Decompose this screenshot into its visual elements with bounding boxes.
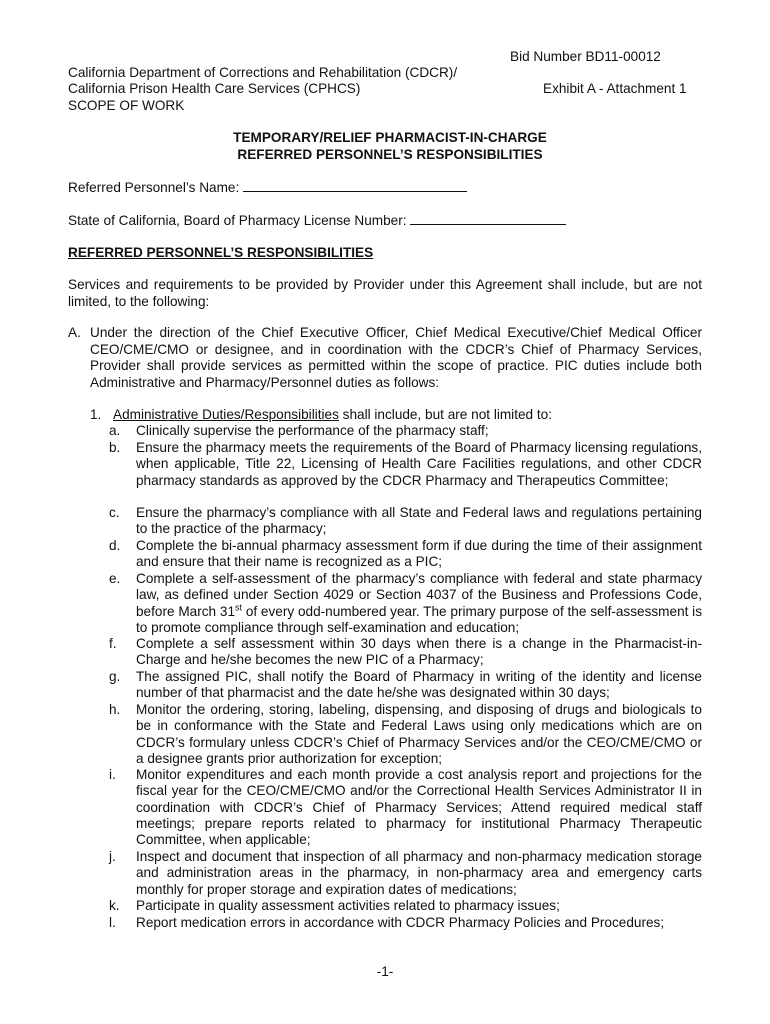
- bid-number: Bid Number BD11-00012: [510, 49, 661, 64]
- document-title-line-1: TEMPORARY/RELIEF PHARMACIST-IN-CHARGE: [233, 130, 547, 145]
- sub-item-1-marker: 1.: [90, 407, 102, 422]
- duty-text: The assigned PIC, shall notify the Board of Pharmacy in writing of the identity and license number of that pharmacist and the date he/she was designated within 30 days;: [136, 669, 702, 701]
- duty-text-superscript: st: [235, 602, 243, 613]
- page-number: -1-: [376, 964, 394, 979]
- license-field: [68, 212, 566, 228]
- duty-text: Participate in quality assessment activities related to pharmacy issues;: [136, 898, 560, 913]
- duty-text-before: Complete a self-assessment of the pharmacy’s compliance with federal and state pharmacy law, as defined under Section 4029 or Section 4037 of the Business and Professions Code, before March 31: [136, 571, 702, 619]
- license-field-blank[interactable]: [410, 212, 566, 225]
- sub-item-1: [113, 407, 552, 422]
- duty-text: Complete the bi-annual pharmacy assessment form if due during the time of their assignment and ensure that their name is recognized as a PIC;: [136, 538, 702, 570]
- name-field: [68, 179, 467, 195]
- section-heading: REFERRED PERSONNEL’S RESPONSIBILITIES: [68, 245, 374, 260]
- duty-letter: c.: [109, 505, 120, 520]
- duty-text: Clinically supervise the performance of the pharmacy staff;: [136, 423, 489, 438]
- duty-letter: k.: [109, 898, 120, 913]
- item-a-marker: A.: [68, 325, 81, 340]
- duty-text: Report medication errors in accordance with CDCR Pharmacy Policies and Procedures;: [136, 915, 665, 930]
- duty-letter: l.: [109, 915, 116, 930]
- duty-letter: a.: [109, 423, 121, 438]
- duty-text: Monitor expenditures and each month provide a cost analysis report and projections for the fiscal year for the CEO/CME/CMO and/or the Correctional Health Services Administrator II in coordination with CDCR’s Chief of Pharmacy Services; Attend required medical staff meetings; prepare reports related to pharmacy for institutional Pharmacy Therapeutic Committee, when applicable;: [136, 767, 702, 848]
- sub-item-1-heading: Administrative Duties/Responsibilities: [113, 407, 339, 422]
- duty-letter: f.: [109, 636, 117, 651]
- exhibit-label: Exhibit A - Attachment 1: [543, 81, 687, 96]
- document-title-line-2: REFERRED PERSONNEL’S RESPONSIBILITIES: [237, 147, 543, 162]
- item-a-text: Under the direction of the Chief Executive Officer, Chief Medical Executive/Chief Medical Officer CEO/CME/CMO or designee, and in coordination with the CDCR’s Chief of Pharmacy Services, Provider shall provide services as permitted within the scope of practice. PIC duties include both Administrative and Pharmacy/Personnel duties as follows:: [90, 325, 702, 390]
- duty-text: [136, 571, 702, 636]
- department-line-1: California Department of Corrections and Rehabilitation (CDCR)/: [68, 65, 458, 80]
- department-line-2: California Prison Health Care Services (CPHCS): [68, 81, 361, 96]
- duty-letter: d.: [109, 538, 121, 553]
- duty-text: Inspect and document that inspection of all pharmacy and non-pharmacy medication storage and administration areas in the pharmacy, in non-pharmacy area and emergency carts monthly for proper storage and expiration dates of medications;: [136, 849, 702, 897]
- duty-letter: b.: [109, 440, 121, 455]
- duty-text: Ensure the pharmacy meets the requirements of the Board of Pharmacy licensing regulations, when applicable, Title 22, Licensing of Health Care Facilities regulations, and other CDCR pharmacy standards as approved by the CDCR Pharmacy and Therapeutics Committee;: [136, 440, 702, 488]
- duty-text: Complete a self assessment within 30 days when there is a change in the Pharmacist-in-Charge and he/she becomes the new PIC of a Pharmacy;: [136, 636, 702, 668]
- sub-item-1-rest: shall include, but are not limited to:: [338, 407, 552, 422]
- intro-paragraph: Services and requirements to be provided by Provider under this Agreement shall include, but are not limited, to the following:: [68, 277, 702, 309]
- license-field-label: State of California, Board of Pharmacy License Number:: [68, 213, 407, 228]
- duty-text: Ensure the pharmacy’s compliance with all State and Federal laws and regulations pertaining to the practice of the pharmacy;: [136, 505, 702, 537]
- name-field-label: Referred Personnel’s Name:: [68, 180, 240, 195]
- duty-letter: j.: [109, 849, 116, 864]
- duty-text: Monitor the ordering, storing, labeling, dispensing, and disposing of drugs and biologicals to be in conformance with the State and Federal Laws using only medications which are on CDCR’s formulary unless CDCR’s Chief of Pharmacy Services and/or the CEO/CME/CMO or a designee grants prior authorization for exception;: [136, 702, 702, 766]
- duty-letter: e.: [109, 571, 121, 586]
- duty-letter: i.: [109, 767, 116, 782]
- name-field-blank[interactable]: [243, 179, 467, 192]
- duty-letter: g.: [109, 669, 121, 684]
- duty-text-after: of every odd-numbered year. The primary purpose of the self-assessment is to promote compliance through self-examination and education;: [136, 603, 703, 635]
- scope-of-work: SCOPE OF WORK: [68, 98, 185, 113]
- duty-letter: h.: [109, 702, 121, 717]
